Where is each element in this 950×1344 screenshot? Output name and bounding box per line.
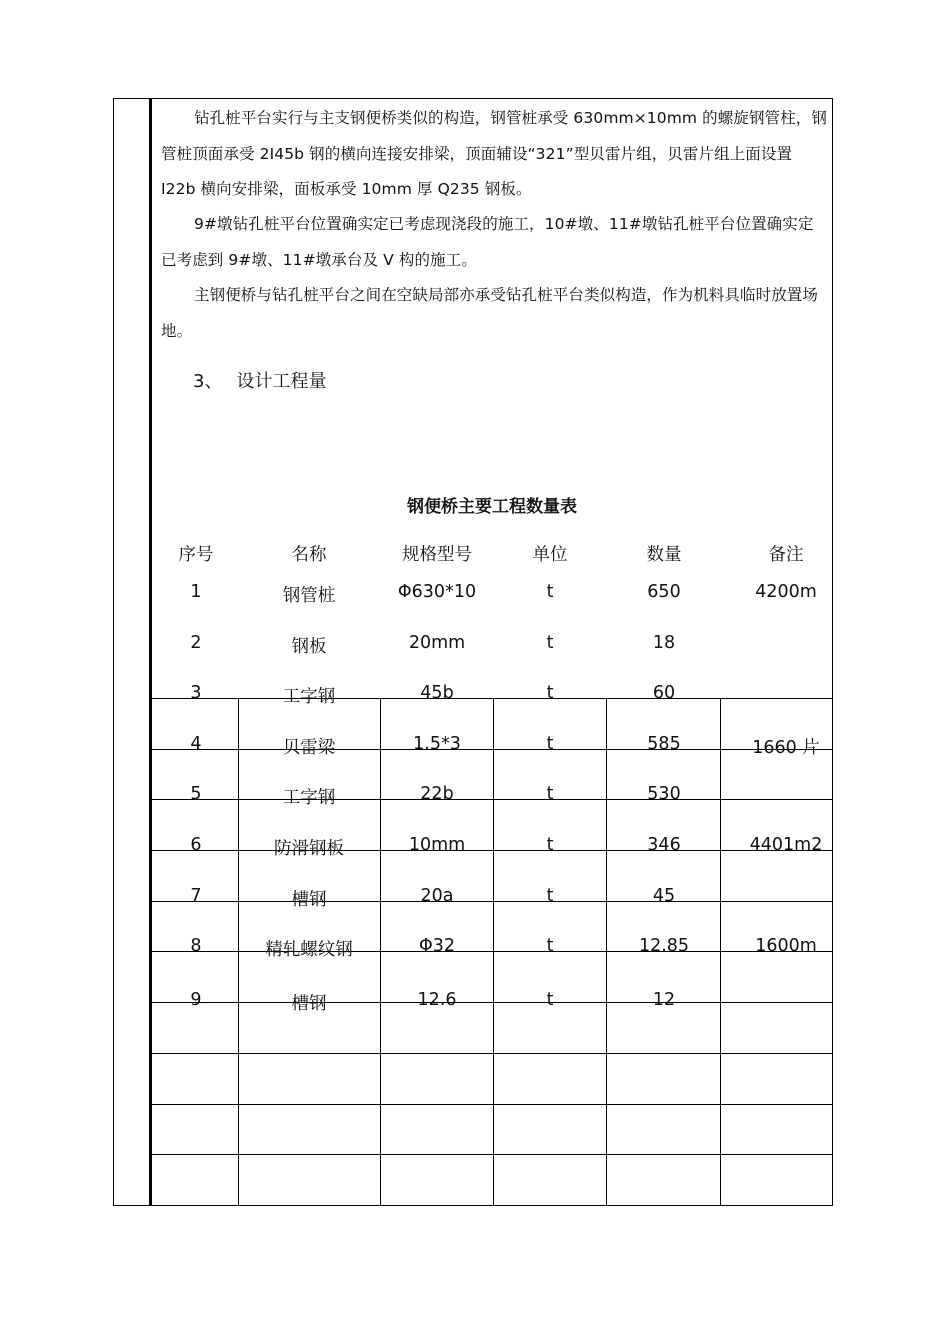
cell-index: 1 <box>190 582 202 602</box>
cell-spec: Φ32 <box>418 936 456 956</box>
cell-quantity: 585 <box>647 734 681 754</box>
cell-remark: 4200m <box>755 582 817 602</box>
cell-index: 9 <box>190 990 202 1010</box>
paragraph-storage-area: 主钢便桥与钻孔桩平台之间在空缺局部亦承受钻孔桩平台类似构造，作为机料具临时放置场地。 <box>161 286 819 340</box>
cell-quantity: 650 <box>647 582 681 602</box>
cell-spec: 1.5*3 <box>413 734 461 754</box>
cell-index: 3 <box>190 683 202 703</box>
paragraph-platform-structure: 钻孔桩平台实行与主支钢便桥类似的构造，钢管桩承受 630mm×10mm 的螺旋钢管柱，钢管桩顶面承受 2I45b 钢的横向连接安排梁，顶面辅设“321”型贝雷片组，贝雷片组上面设置 I22b 横向安排梁，面板承受 10mm 厚 Q235 钢板。 <box>161 109 827 198</box>
cell-unit: t <box>546 582 554 602</box>
cell-quantity: 18 <box>652 633 676 653</box>
section-number: 3、 <box>193 371 223 392</box>
cell-index: 5 <box>190 784 202 804</box>
cell-unit: t <box>546 633 554 653</box>
cell-quantity: 60 <box>652 683 676 703</box>
cell-quantity: 12.85 <box>638 936 690 956</box>
cell-unit: t <box>546 936 554 956</box>
cell-name: 钢板 <box>291 637 327 657</box>
cell-quantity: 530 <box>647 784 681 804</box>
cell-spec: 20a <box>420 886 454 906</box>
cell-name: 贝雷梁 <box>282 738 336 758</box>
cell-spec: Φ630*10 <box>397 582 477 602</box>
cell-quantity: 45 <box>652 886 676 906</box>
paragraph-platform-position: 9#墩钻孔桩平台位置确实定已考虑现浇段的施工，10#墩、11#墩钻孔桩平台位置确实定已考虑到 9#墩、11#墩承台及 V 构的施工。 <box>161 215 814 269</box>
cell-spec: 10mm <box>408 835 466 855</box>
cell-unit: t <box>546 835 554 855</box>
section-title: 设计工程量 <box>236 371 327 392</box>
cell-spec: 45b <box>420 683 454 703</box>
cell-index: 8 <box>190 936 202 956</box>
cell-name: 槽钢 <box>291 890 327 910</box>
header-index: 序号 <box>178 545 214 565</box>
cell-name: 工字钢 <box>282 788 336 808</box>
cell-remark: 1660 片 <box>752 738 820 758</box>
cell-unit: t <box>546 886 554 906</box>
cell-spec: 20mm <box>408 633 466 653</box>
header-unit: 单位 <box>532 545 568 565</box>
cell-index: 2 <box>190 633 202 653</box>
cell-spec: 22b <box>420 784 454 804</box>
cell-unit: t <box>546 990 554 1010</box>
cell-index: 4 <box>190 734 202 754</box>
header-spec: 规格型号 <box>402 545 472 565</box>
cell-name: 钢管桩 <box>282 586 336 606</box>
table-title: 钢便桥主要工程数量表 <box>407 497 577 517</box>
cell-name: 工字钢 <box>282 687 336 707</box>
header-remark: 备注 <box>768 545 804 565</box>
cell-quantity: 12 <box>652 990 676 1010</box>
cell-name: 槽钢 <box>291 994 327 1014</box>
cell-unit: t <box>546 683 554 703</box>
cell-unit: t <box>546 784 554 804</box>
cell-quantity: 346 <box>647 835 681 855</box>
header-quantity: 数量 <box>646 545 682 565</box>
cell-spec: 12.6 <box>417 990 457 1010</box>
cell-remark: 4401m2 <box>749 835 823 855</box>
header-name: 名称 <box>291 545 327 565</box>
cell-index: 7 <box>190 886 202 906</box>
cell-name: 防滑钢板 <box>274 839 344 859</box>
cell-remark: 1600m <box>755 936 817 956</box>
section-heading <box>193 367 326 393</box>
cell-name: 精轧螺纹钢 <box>265 940 353 960</box>
cell-index: 6 <box>190 835 202 855</box>
cell-unit: t <box>546 734 554 754</box>
